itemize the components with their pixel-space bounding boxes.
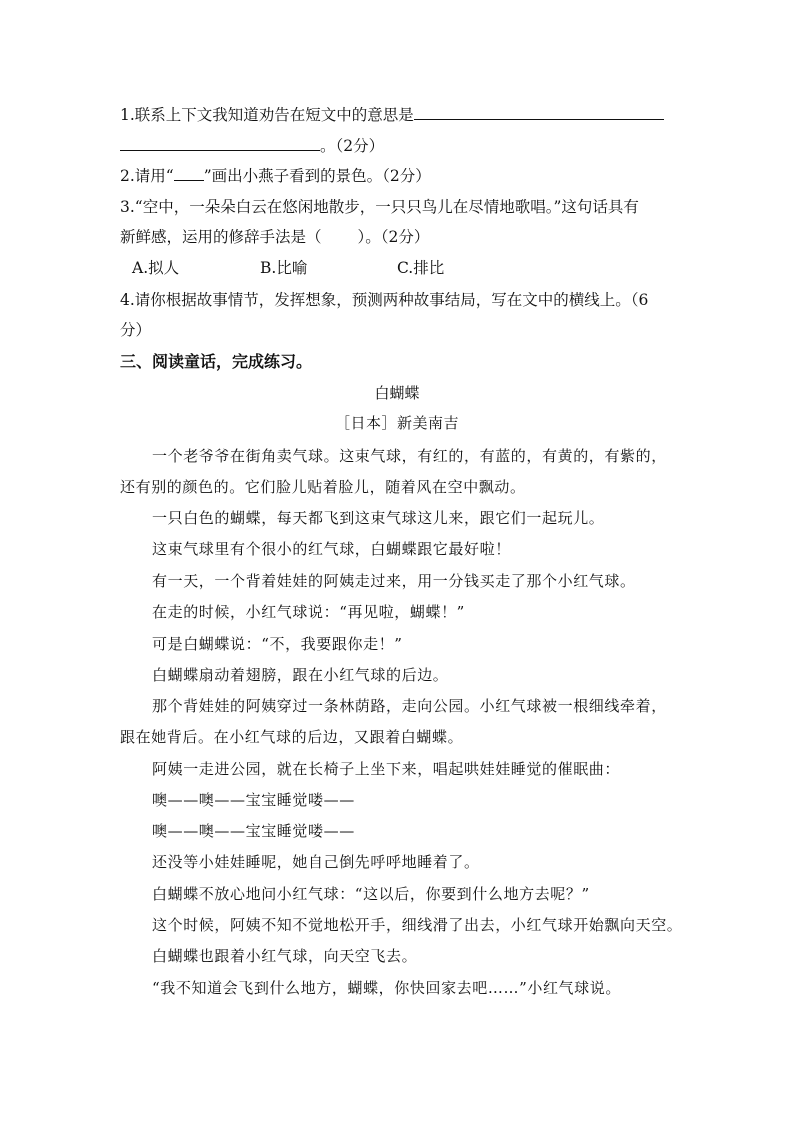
section-heading: 三、阅读童话，完成练习。 bbox=[120, 352, 313, 371]
story-line: 噢——噢——宝宝睡觉喽—— bbox=[152, 822, 355, 840]
question-2-before: 2.请用“ bbox=[120, 167, 174, 185]
story-title: 白蝴蝶 bbox=[374, 384, 420, 402]
answer-blank-1b[interactable] bbox=[120, 135, 320, 151]
story-line: 一只白色的蝴蝶，每天都飞到这束气球这儿来，跟它们一起玩儿。 bbox=[152, 509, 605, 527]
question-3-line2 bbox=[120, 227, 429, 247]
story-line: 可是白蝴蝶说：“不，我要跟你走！” bbox=[152, 635, 403, 653]
story-line: 白蝴蝶扇动着翅膀，跟在小红气球的后边。 bbox=[152, 666, 449, 684]
answer-blank-1a[interactable] bbox=[414, 104, 664, 120]
question-3-line2b: ）。（2分） bbox=[357, 228, 430, 246]
option-a[interactable]: A.拟人 bbox=[132, 259, 180, 277]
question-3-line1: 3.“空中，一朵朵白云在悠闲地散步，一只只鸟儿在尽情地歌唱。”这句话具有 bbox=[120, 198, 639, 216]
question-4-line1: 4.请你根据故事情节，发挥想象，预测两种故事结局，写在文中的横线上。（6 bbox=[120, 291, 649, 309]
question-4-line2: 分） bbox=[120, 321, 152, 339]
question-1 bbox=[120, 104, 664, 125]
question-1-cont bbox=[120, 135, 384, 156]
question-1-score: 。（2分） bbox=[320, 137, 385, 155]
underline-sample bbox=[174, 165, 204, 181]
question-2 bbox=[120, 165, 431, 186]
question-3-line2a: 新鲜感，运用的修辞手法是（ bbox=[120, 228, 322, 246]
story-line: 在走的时候，小红气球说：“再见啦，蝴蝶！” bbox=[152, 603, 465, 621]
story-line: 白蝴蝶不放心地问小红气球：“这以后，你要到什么地方去呢？” bbox=[152, 885, 590, 903]
question-2-after: ”画出小燕子看到的景色。（2分） bbox=[203, 167, 431, 185]
story-line: 这束气球里有个很小的红气球，白蝴蝶跟它最好啦！ bbox=[152, 540, 511, 558]
question-1-text: 1.联系上下文我知道劝告在短文中的意思是 bbox=[120, 106, 414, 124]
story-line: 一个老爷爷在街角卖气球。这束气球，有红的，有蓝的，有黄的，有紫的， bbox=[152, 447, 667, 465]
option-b[interactable]: B.比喻 bbox=[260, 259, 308, 277]
story-line: “我不知道会飞到什么地方，蝴蝶，你快回家去吧……”小红气球说。 bbox=[152, 979, 621, 997]
story-line: 阿姨一走进公园，就在长椅子上坐下来，唱起哄娃娃睡觉的催眠曲： bbox=[152, 760, 621, 778]
story-line: 白蝴蝶也跟着小红气球，向天空飞去。 bbox=[152, 947, 418, 965]
option-c[interactable]: C.排比 bbox=[397, 259, 445, 277]
story-line: 那个背娃娃的阿姨穿过一条林荫路，走向公园。小红气球被一根细线牵着， bbox=[152, 697, 667, 715]
story-author: ［日本］新美南吉 bbox=[334, 414, 459, 432]
story-line: 跟在她背后。在小红气球的后边，又跟着白蝴蝶。 bbox=[120, 728, 464, 746]
story-line: 有一天，一个背着娃娃的阿姨走过来，用一分钱买走了那个小红气球。 bbox=[152, 572, 636, 590]
story-line: 还有别的颜色的。它们脸儿贴着脸儿，随着风在空中飘动。 bbox=[120, 478, 526, 496]
story-line: 噢——噢——宝宝睡觉喽—— bbox=[152, 791, 355, 809]
story-line: 这个时候，阿姨不知不觉地松开手，细线滑了出去，小红气球开始飘向天空。 bbox=[152, 916, 683, 934]
story-line: 还没等小娃娃睡呢，她自己倒先呼呼地睡着了。 bbox=[152, 853, 480, 871]
